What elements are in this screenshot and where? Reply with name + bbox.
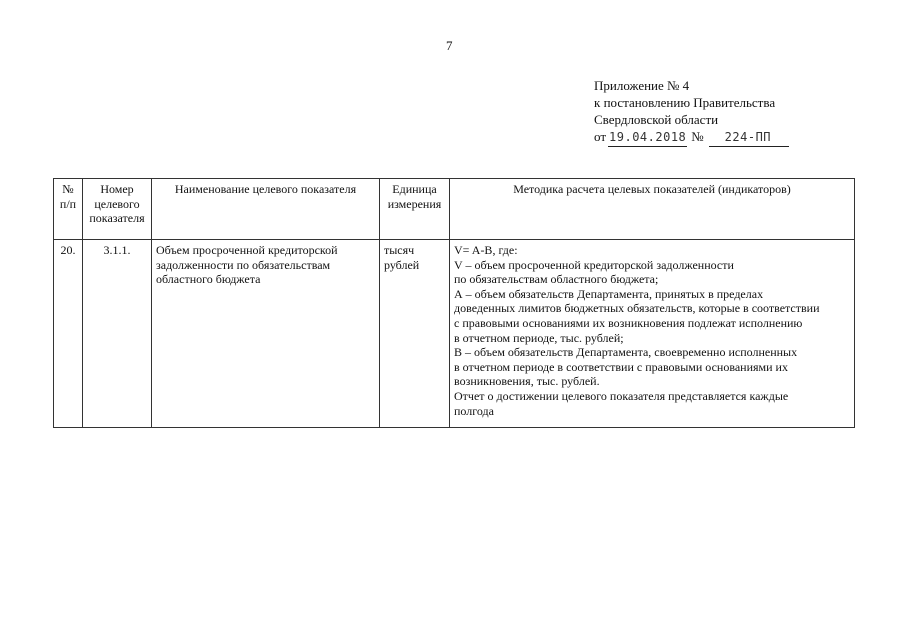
- method-line: Отчет о достижении целевого показателя представляется каждые: [454, 388, 789, 403]
- method-line: V= A-B, где:: [454, 243, 518, 257]
- resolution-date: 19.04.2018: [608, 129, 687, 147]
- indicators-table: [53, 178, 855, 428]
- header-method: Методика расчета целевых показателей (индикаторов): [450, 179, 855, 240]
- header-unit: Единица измерения: [380, 179, 450, 240]
- method-line: возникновения, тыс. рублей.: [454, 374, 600, 389]
- method-line: в отчетном периоде в соответствии с правовыми основаниями их: [454, 359, 788, 374]
- method-line: с правовыми основаниями их возникновения подлежат исполнению: [454, 315, 803, 330]
- date-prefix: от: [594, 129, 607, 144]
- method-line: доведенных лимитов бюджетных обязательств, которые в соответствии: [454, 301, 820, 316]
- table-header-row: [54, 179, 855, 240]
- cell-method: [450, 240, 855, 428]
- cell-name: Объем просроченной кредиторской задолженности по обязательствам областного бюджета: [152, 240, 380, 428]
- header-name: Наименование целевого показателя: [152, 179, 380, 240]
- method-line: полгода: [454, 403, 494, 418]
- method-line: А – объем обязательств Департамента, принятых в пределах: [454, 286, 764, 301]
- cell-unit: тысяч рублей: [380, 240, 450, 428]
- appendix-region-line: Свердловской области: [594, 112, 719, 127]
- method-line: V – объем просроченной кредиторской задолженности: [454, 257, 734, 272]
- method-line: в отчетном периоде, тыс. рублей;: [454, 330, 624, 345]
- appendix-date-number-line: [594, 128, 789, 147]
- number-sign: №: [691, 129, 704, 144]
- table-row: [54, 240, 855, 428]
- cell-code: 3.1.1.: [83, 240, 152, 428]
- resolution-number: 224-ПП: [709, 129, 789, 147]
- appendix-title: Приложение № 4: [594, 78, 690, 93]
- header-code: Номер целевого показателя: [83, 179, 152, 240]
- appendix-resolution-line: к постановлению Правительства: [594, 95, 776, 110]
- method-line: В – объем обязательств Департамента, своевременно исполненных: [454, 345, 798, 360]
- cell-num: 20.: [54, 240, 83, 428]
- method-line: по обязательствам областного бюджета;: [454, 272, 659, 287]
- header-num: № п/п: [54, 179, 83, 240]
- page-number: 7: [446, 38, 453, 53]
- appendix-header: [594, 77, 789, 147]
